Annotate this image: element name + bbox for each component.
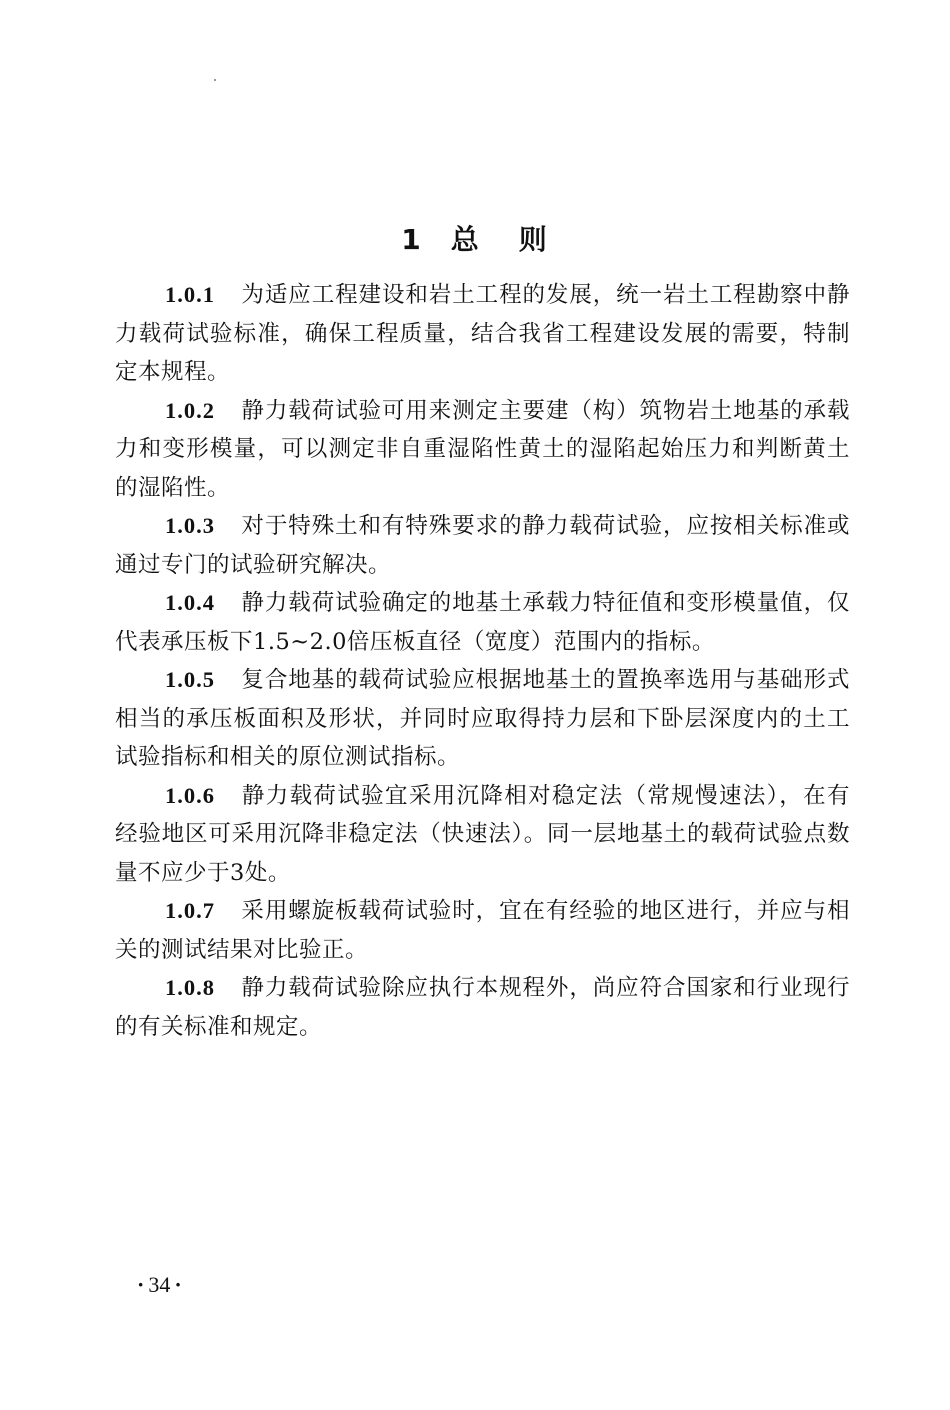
clause-1-0-3 [115, 507, 850, 584]
clause-number: 1.0.1 [165, 282, 215, 307]
clause-number: 1.0.7 [165, 898, 215, 923]
scan-speck [214, 79, 216, 81]
clause-number: 1.0.3 [165, 513, 215, 538]
chapter-title-char-1: 总 [450, 223, 481, 256]
clause-text: 复合地基的载荷试验应根据地基土的置换率选用与基础形式相当的承压板面积及形状，并同时应取得持力层和下卧层深度内的土工试验指标和相关的原位测试指标。 [115, 667, 850, 770]
clause-number: 1.0.4 [165, 590, 215, 615]
chapter-title-char-2: 则 [518, 223, 549, 256]
clause-1-0-5 [115, 661, 850, 777]
chapter-number: 1 [401, 223, 423, 256]
clause-1-0-2 [115, 392, 850, 508]
clause-1-0-1 [115, 276, 850, 392]
page-number-value: 34 [148, 1272, 171, 1297]
clause-text: 静力载荷试验宜采用沉降相对稳定法（常规慢速法），在有经验地区可采用沉降非稳定法（快速法）。同一层地基土的载荷试验点数量不应少于3处。 [115, 782, 850, 886]
clause-number: 1.0.5 [165, 667, 215, 692]
clause-number: 1.0.8 [165, 975, 215, 1000]
clause-text: 静力载荷试验除应执行本规程外，尚应符合国家和行业现行的有关标准和规定。 [115, 975, 850, 1040]
clause-1-0-6 [115, 777, 850, 893]
clause-text: 采用螺旋板载荷试验时，宜在有经验的地区进行，并应与相关的测试结果对比验正。 [115, 898, 850, 963]
clause-text: 为适应工程建设和岩土工程的发展，统一岩土工程勘察中静力载荷试验标准，确保工程质量，结合我省工程建设发展的需要，特制定本规程。 [115, 282, 850, 385]
clause-1-0-8 [115, 969, 850, 1046]
clause-text: 静力载荷试验确定的地基土承载力特征值和变形模量值，仅代表承压板下1.5~2.0倍压板直径（宽度）范围内的指标。 [115, 590, 850, 655]
clause-number: 1.0.6 [165, 782, 215, 808]
page-number-dot-right: · [174, 1272, 182, 1297]
clause-number: 1.0.2 [165, 397, 215, 423]
clause-list [115, 276, 850, 1046]
page-number-dot-left: · [137, 1272, 145, 1297]
clause-text: 对于特殊土和有特殊要求的静力载荷试验，应按相关标准或通过专门的试验研究解决。 [115, 513, 850, 578]
clause-1-0-4 [115, 584, 850, 661]
clause-text: 静力载荷试验可用来测定主要建（构）筑物岩土地基的承载力和变形模量，可以测定非自重湿陷性黄土的湿陷起始压力和判断黄土的湿陷性。 [115, 397, 850, 501]
chapter-title [0, 218, 950, 258]
clause-1-0-7 [115, 892, 850, 969]
page-number [133, 1272, 186, 1298]
